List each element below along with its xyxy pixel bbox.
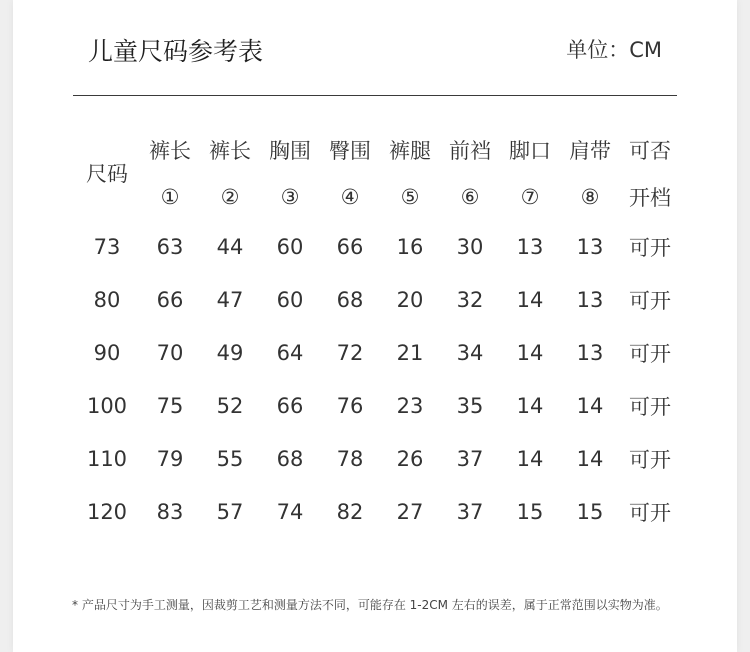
size-cell: 90: [93, 340, 121, 365]
measure-cell: 13: [576, 287, 604, 312]
column-marker: ①: [160, 184, 180, 209]
measure-cell: 14: [516, 287, 544, 312]
measure-cell: 15: [576, 499, 604, 524]
table-row: [74, 220, 680, 273]
unit-label: 单位：CM: [566, 38, 662, 62]
column-marker: ⑥: [460, 184, 480, 209]
measure-cell: 79: [156, 446, 184, 471]
measure-cell: 64: [276, 340, 304, 365]
open-header-line2: 开档: [629, 185, 671, 210]
open-header-line1: 可否: [629, 138, 671, 163]
measure-cell: 72: [336, 340, 364, 365]
column-header: 肩带: [569, 138, 611, 163]
footnote: * 产品尺寸为手工测量，因裁剪工艺和测量方法不同，可能存在 1-2CM 左右的误差，属于正常范围以实物为准。: [72, 598, 668, 612]
measure-cell: 30: [456, 234, 484, 259]
size-cell: 73: [93, 234, 121, 259]
measure-cell: 76: [336, 393, 364, 418]
measure-cell: 70: [156, 340, 184, 365]
measure-cell: 32: [456, 287, 484, 312]
measure-cell: 13: [576, 340, 604, 365]
open-cell: 可开: [629, 235, 671, 260]
measure-cell: 14: [516, 446, 544, 471]
column-header: 胸围: [269, 138, 311, 163]
measure-cell: 14: [516, 393, 544, 418]
measure-cell: 20: [396, 287, 424, 312]
header-row-labels: [74, 126, 680, 173]
measure-cell: 27: [396, 499, 424, 524]
measure-cell: 74: [276, 499, 304, 524]
column-marker: ⑧: [580, 184, 600, 209]
size-cell: 100: [86, 393, 128, 418]
measure-cell: 75: [156, 393, 184, 418]
measure-cell: 44: [216, 234, 244, 259]
column-header: 前裆: [449, 138, 491, 163]
measure-cell: 14: [576, 446, 604, 471]
table-row: [74, 485, 680, 538]
table-row: [74, 432, 680, 485]
measure-cell: 34: [456, 340, 484, 365]
measure-cell: 21: [396, 340, 424, 365]
title-divider: [73, 95, 677, 96]
table-row: [74, 379, 680, 432]
measure-cell: 26: [396, 446, 424, 471]
column-header: 裤腿: [389, 138, 431, 163]
measure-cell: 66: [156, 287, 184, 312]
open-cell: 可开: [629, 288, 671, 313]
measure-cell: 63: [156, 234, 184, 259]
measure-cell: 13: [516, 234, 544, 259]
measure-cell: 37: [456, 446, 484, 471]
size-cell: 80: [93, 287, 121, 312]
table-row: [74, 326, 680, 379]
measure-cell: 57: [216, 499, 244, 524]
column-marker: ⑦: [520, 184, 540, 209]
measure-cell: 47: [216, 287, 244, 312]
open-cell: 可开: [629, 447, 671, 472]
measure-cell: 49: [216, 340, 244, 365]
measure-cell: 35: [456, 393, 484, 418]
measure-cell: 60: [276, 234, 304, 259]
measure-cell: 68: [276, 446, 304, 471]
measure-cell: 15: [516, 499, 544, 524]
measure-cell: 60: [276, 287, 304, 312]
measure-cell: 83: [156, 499, 184, 524]
measure-cell: 68: [336, 287, 364, 312]
column-header: 裤长: [209, 138, 251, 163]
measure-cell: 13: [576, 234, 604, 259]
page-title: 儿童尺码参考表: [88, 37, 264, 66]
measure-cell: 16: [396, 234, 424, 259]
column-marker: ⑤: [400, 184, 420, 209]
open-cell: 可开: [629, 394, 671, 419]
table-row: [74, 273, 680, 326]
measure-cell: 14: [516, 340, 544, 365]
measure-cell: 78: [336, 446, 364, 471]
measure-cell: 66: [336, 234, 364, 259]
column-marker: ②: [220, 184, 240, 209]
measure-cell: 23: [396, 393, 424, 418]
measure-cell: 82: [336, 499, 364, 524]
column-header: 裤长: [149, 138, 191, 163]
measure-cell: 55: [216, 446, 244, 471]
measure-cell: 14: [576, 393, 604, 418]
open-cell: 可开: [629, 341, 671, 366]
measure-cell: 37: [456, 499, 484, 524]
size-header: 尺码: [86, 162, 128, 186]
open-cell: 可开: [629, 500, 671, 525]
size-cell: 120: [86, 499, 128, 524]
column-header: 脚口: [509, 138, 551, 163]
size-cell: 110: [86, 446, 128, 471]
column-header: 臀围: [329, 138, 371, 163]
measure-cell: 66: [276, 393, 304, 418]
measure-cell: 52: [216, 393, 244, 418]
size-table: [74, 126, 680, 538]
column-marker: ④: [340, 184, 360, 209]
column-marker: ③: [280, 184, 300, 209]
header-row-markers: [74, 173, 680, 220]
